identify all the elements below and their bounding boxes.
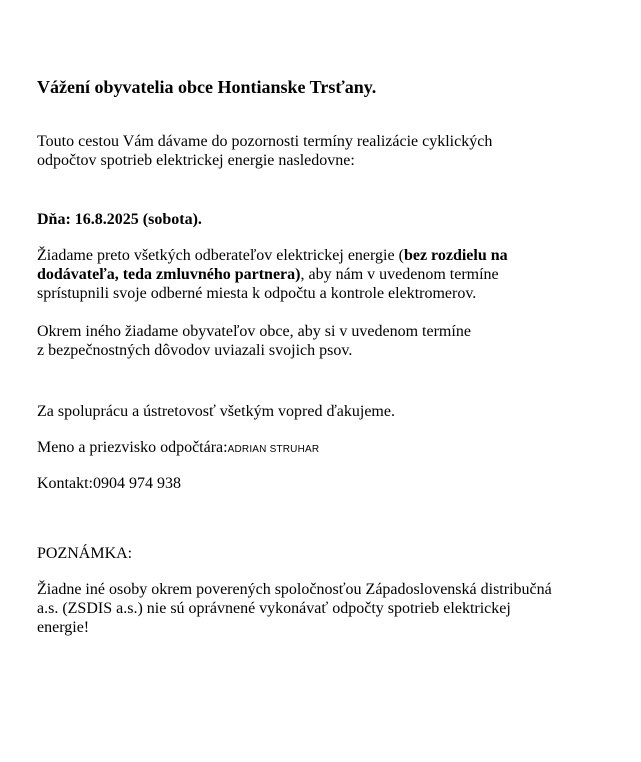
request-emphasis-2: dodávateľa, teda zmluvného partnera) [37,266,301,283]
note-paragraph [37,580,607,637]
reading-date: Dňa: 16.8.2025 (sobota). [37,211,202,228]
note-line-2: a.s. (ZSDIS a.s.) nie sú oprávnené vykonávať odpočty spotrieb elektrickej [37,600,511,617]
meter-reader-name: ADRIAN STRUHAR [227,444,320,455]
dogs-line-1: Okrem iného žiadame obyvateľov obce, aby si v uvedenom termíne [37,323,471,340]
meter-reader-label: Meno a priezvisko odpočtára: [37,439,228,456]
request-line-3: sprístupnili svoje odberné miesta k odpočtu a kontrole elektromerov. [37,285,477,302]
intro-line-2: odpočtov spotrieb elektrickej energie nasledovne: [37,152,355,169]
meter-reader-line [37,438,607,459]
note-line-1: Žiadne iné osoby okrem poverených spoločnosťou Západoslovenská distribučná [37,581,552,598]
request-line-2-text: , aby nám v uvedenom termíne [300,266,499,283]
intro-paragraph [37,132,607,170]
contact-phone: 0904 974 938 [93,475,181,492]
contact-label: Kontakt: [37,475,93,492]
request-emphasis-1: bez rozdielu na [403,247,508,264]
request-paragraph [37,246,607,303]
request-line-1-text: Žiadame preto všetkých odberateľov elektrickej energie ( [37,247,404,264]
request-line-1 [37,246,607,265]
intro-line-1: Touto cestou Vám dávame do pozornosti termíny realizácie cyklických [37,133,493,150]
request-line-2 [37,265,607,284]
thanks-line: Za spoluprácu a ústretovosť všetkým vopred ďakujeme. [37,403,395,420]
dogs-line-2: z bezpečnostných dôvodov uviazali svojich psov. [37,342,353,359]
page-title: Vážení obyvatelia obce Hontianske Trsťany. [37,77,377,97]
note-line-3: energie! [37,619,90,636]
dogs-paragraph [37,322,607,360]
contact-line [37,474,607,493]
note-title: POZNÁMKA: [37,545,133,562]
